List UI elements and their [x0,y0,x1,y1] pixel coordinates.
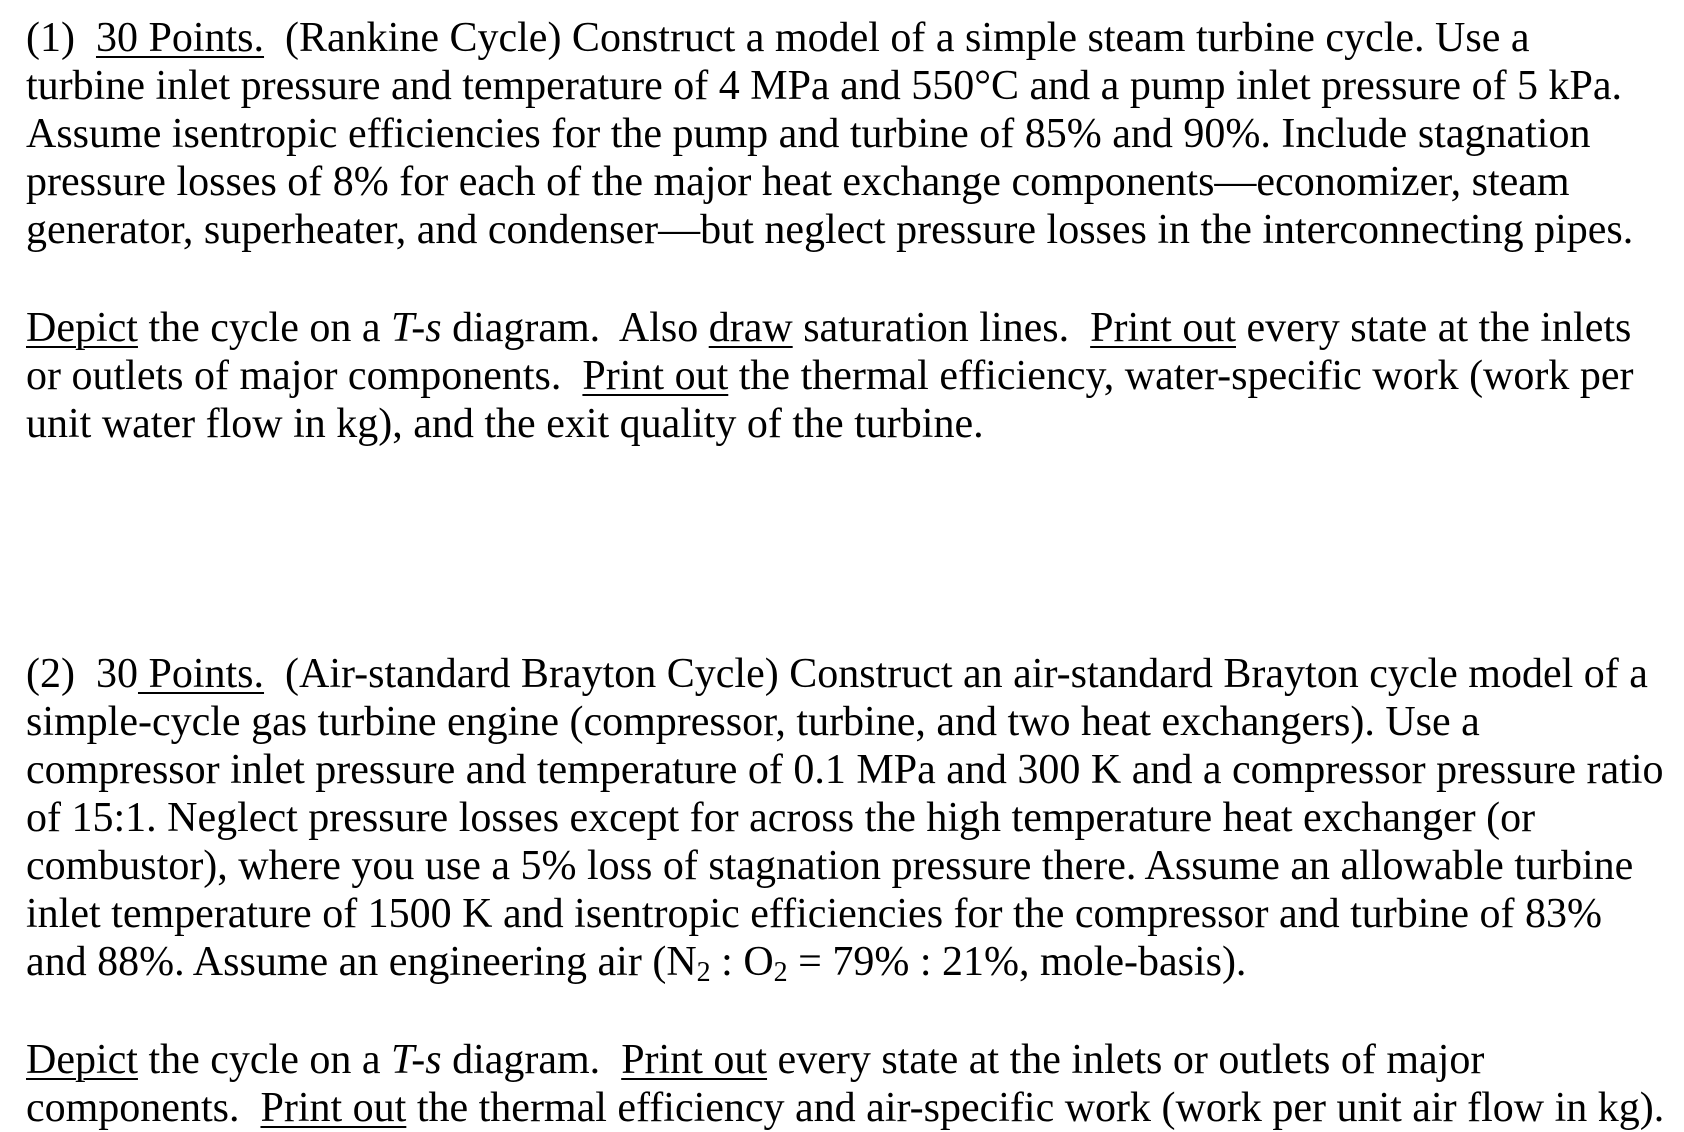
task-text: the cycle on a [137,305,391,351]
text-line: Assume isentropic efficiencies for the pump and turbine of 85% and 90%. Include stagnation [26,111,1591,157]
text-line: simple-cycle gas turbine engine (compressor, turbine, and two heat exchangers). Use a [26,699,1480,745]
print-out-keyword: Print out [582,353,729,399]
text-line: pressure losses of 8% for each of the major heat exchange components—economizer, steam [26,159,1570,205]
ts-label: T-s [391,1037,442,1083]
problem-1-tasks [26,304,1676,448]
draw-keyword: draw [708,305,793,351]
text-line [26,938,1676,986]
statement-text: : O [710,939,774,985]
text-line [26,650,1676,698]
task-text: diagram. [441,1037,622,1083]
task-text: components. [26,1085,261,1131]
text-line [26,14,1676,62]
print-out-keyword: Print out [1090,305,1236,351]
problem-1-statement [26,14,1676,254]
task-text: or outlets of major components. [26,353,583,399]
text-line: unit water flow in kg), and the exit quality of the turbine. [26,401,984,447]
task-text: every state at the inlets [1236,305,1632,351]
task-text: the thermal efficiency, water-specific work (work per [728,353,1634,399]
problem-number: (2) [26,651,75,697]
task-text: saturation lines. [792,305,1091,351]
points-label: 30 Points. [95,15,265,61]
points-label: Points. [137,651,265,697]
task-text: every state at the inlets or outlets of major [767,1037,1485,1083]
task-text: diagram. Also [441,305,709,351]
assignment-document [26,14,1676,1132]
statement-text: (Air-standard Brayton Cycle) Construct an air-standard Brayton cycle model of a [285,651,1648,697]
ts-label: T-s [391,305,442,351]
task-text: the thermal efficiency and air-specific work (work per unit air flow in kg). [406,1085,1665,1131]
text-line [26,1084,1676,1132]
task-text: the cycle on a [137,1037,391,1083]
depict-keyword: Depict [26,1037,138,1083]
print-out-keyword: Print out [621,1037,768,1083]
problem-number: (1) [26,15,75,61]
subscript: 2 [696,957,711,988]
text-line: inlet temperature of 1500 K and isentropic efficiencies for the compressor and turbine of 83% [26,891,1603,937]
text-line: combustor), where you use a 5% loss of stagnation pressure there. Assume an allowable turbine [26,843,1634,889]
text-line [26,352,1676,400]
statement-text: and 88%. Assume an engineering air (N [26,939,697,985]
problem-2-tasks [26,1036,1676,1132]
problem-2-statement [26,650,1676,986]
subscript: 2 [773,957,788,988]
text-line: generator, superheater, and condenser—but neglect pressure losses in the interconnecting pipes. [26,207,1634,253]
text-line [26,304,1676,352]
depict-keyword: Depict [26,305,138,351]
statement-text: (Rankine Cycle) Construct a model of a simple steam turbine cycle. Use a [285,15,1530,61]
text-line [26,1036,1676,1084]
text-line: compressor inlet pressure and temperature of 0.1 MPa and 300 K and a compressor pressure ratio [26,747,1664,793]
print-out-keyword: Print out [260,1085,407,1131]
statement-text: = 79% : 21%, mole-basis). [787,939,1247,985]
text-line: turbine inlet pressure and temperature of 4 MPa and 550°C and a pump inlet pressure of 5 kPa. [26,63,1623,109]
points-number: 30 [95,651,138,697]
text-line: of 15:1. Neglect pressure losses except for across the high temperature heat exchanger (or [26,795,1536,841]
